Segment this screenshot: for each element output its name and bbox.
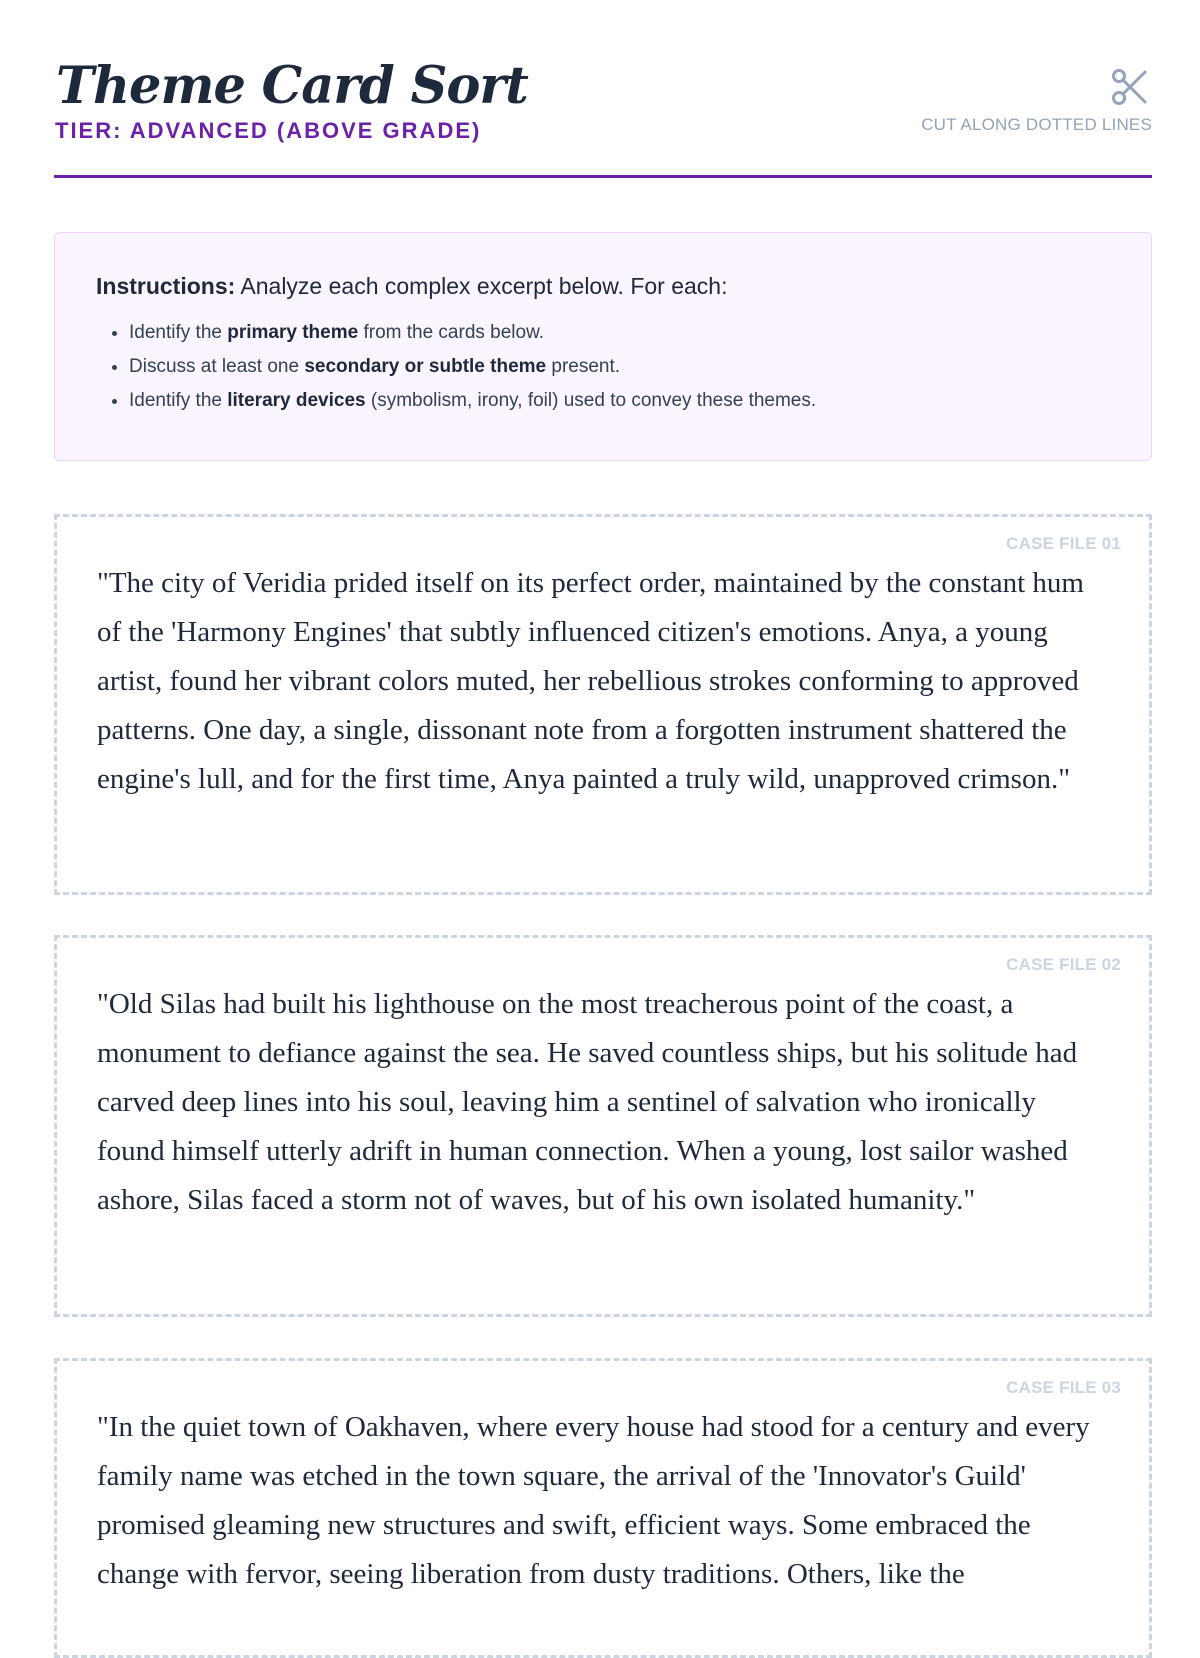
case-file-card <box>54 935 1152 1317</box>
instructions-list <box>96 316 1111 418</box>
excerpt-text: "In the quiet town of Oakhaven, where every house had stood for a century and every family name was etched in the town square, the arrival of the 'Innovator's Guild' promised gleaming new structures and swift, efficient ways. Some embraced the change with fervor, seeing liberation from dusty traditions. Others, like the <box>97 1411 1090 1590</box>
instruction-text: (symbolism, irony, foil) used to convey these themes. <box>365 390 817 411</box>
instruction-text: present. <box>546 356 621 377</box>
worksheet-header <box>54 0 1152 178</box>
instruction-emphasis: primary theme <box>227 322 359 343</box>
instruction-text: from the cards below. <box>358 322 545 343</box>
case-file-label: CASE FILE 01 <box>1006 534 1121 553</box>
scissors-icon <box>1110 67 1150 107</box>
case-file-label: CASE FILE 02 <box>1006 955 1121 974</box>
case-file-label: CASE FILE 03 <box>1006 1378 1121 1397</box>
instruction-text: Identify the <box>129 322 228 343</box>
excerpt-text: "The city of Veridia prided itself on its perfect order, maintained by the constant hum of the 'Harmony Engines' that subtly influenced citizen's emotions. Anya, a young artist, found her vibrant colors muted, her rebellious strokes conforming to approved patterns. One day, a single, dissonant note from a forgotten instrument shattered the engine's lull, and for the first time, Anya painted a truly wild, unapproved crimson." <box>97 567 1084 795</box>
instruction-text: Identify the <box>129 390 228 411</box>
instructions-intro: Analyze each complex excerpt below. For each: <box>235 273 728 299</box>
case-file-card <box>54 1358 1152 1658</box>
case-file-card <box>54 514 1152 895</box>
instruction-text: Discuss at least one <box>129 356 305 377</box>
instruction-item <box>129 316 1111 350</box>
instruction-item <box>129 384 1111 418</box>
instructions-box <box>54 232 1152 461</box>
instructions-lead <box>96 271 1111 301</box>
page-title: Theme Card Sort <box>56 56 528 116</box>
tier-label: TIER: ADVANCED (ABOVE GRADE) <box>55 118 482 143</box>
worksheet-page <box>54 0 1152 1590</box>
instructions-heading: Instructions: <box>96 273 236 299</box>
cut-instruction: CUT ALONG DOTTED LINES <box>921 115 1152 134</box>
instruction-item <box>129 350 1111 384</box>
instruction-emphasis: literary devices <box>227 390 366 411</box>
excerpt-text: "Old Silas had built his lighthouse on the most treacherous point of the coast, a monument to defiance against the sea. He saved countless ships, but his solitude had carved deep lines into his soul, leaving him a sentinel of salvation who ironically found himself utterly adrift in human connection. When a young, lost sailor washed ashore, Silas faced a storm not of waves, but of his own isolated humanity." <box>97 988 1078 1216</box>
instruction-emphasis: secondary or subtle theme <box>304 356 547 377</box>
